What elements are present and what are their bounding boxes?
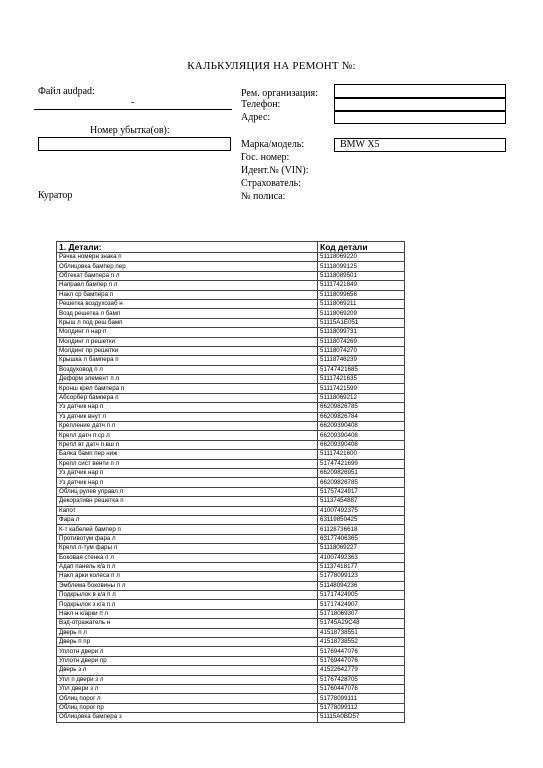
part-code-cell: 51118099656 (318, 290, 405, 299)
part-name-cell: Декоративн решетка п (57, 497, 318, 506)
part-code-cell: 51118069220 (318, 253, 405, 262)
part-name-cell: Дверь з л (57, 666, 318, 675)
table-row (57, 384, 405, 393)
part-code-cell: 66209826784 (318, 412, 405, 421)
part-code-cell: 51757424917 (318, 487, 405, 496)
part-code-cell: 51118074270 (318, 346, 405, 355)
part-code-cell: 66209390408 (318, 422, 405, 431)
table-row (57, 591, 405, 600)
part-name-cell: Кронш крел бампера п (57, 384, 318, 393)
part-code-cell: 63177406365 (318, 534, 405, 543)
table-row (57, 600, 405, 609)
part-code-cell: 51117421599 (318, 384, 405, 393)
part-name-cell: Облиц порог л (57, 694, 318, 703)
part-name-cell: Возд решетка л бамп (57, 309, 318, 318)
part-name-cell: Накл арки колеса п л (57, 572, 318, 581)
part-name-cell: Противотум фара л (57, 534, 318, 543)
table-row (57, 412, 405, 421)
plate-label: Гос. номер: (241, 152, 290, 163)
part-name-cell: Фара л (57, 515, 318, 524)
part-code-cell: 51115A0BD57 (318, 713, 405, 722)
part-name-cell: Молдинг пр решетки (57, 346, 318, 355)
part-code-cell: 66209390408 (318, 440, 405, 449)
table-row (57, 393, 405, 402)
part-name-cell: Уз датчик нар п (57, 468, 318, 477)
part-name-cell: Накл н к/арки п л (57, 609, 318, 618)
part-code-cell: 51118069209 (318, 309, 405, 318)
part-name-cell: Дверь п л (57, 628, 318, 637)
part-name-cell: Крепл п-тум фары л (57, 544, 318, 553)
table-row (57, 694, 405, 703)
file-underline (34, 109, 232, 110)
part-name-cell: Уплотн двери пр (57, 656, 318, 665)
table-row (57, 431, 405, 440)
part-name-cell: Крышка л бампера п (57, 356, 318, 365)
parts-header-name: 1. Детали: (57, 242, 318, 253)
model-value: BMW X5 (340, 139, 380, 150)
insurer-label: Страхователь: (241, 178, 301, 189)
curator-label: Куратор (38, 190, 73, 201)
table-row (57, 365, 405, 374)
part-name-cell: К-т кабелей бампер п (57, 525, 318, 534)
part-code-cell: 51118746239 (318, 356, 405, 365)
part-code-cell: 63119850425 (318, 515, 405, 524)
part-code-cell: 51118069227 (318, 544, 405, 553)
table-row (57, 684, 405, 693)
document-title: КАЛЬКУЛЯЦИЯ НА РЕМОНТ №: (187, 60, 356, 72)
table-row (57, 440, 405, 449)
table-row (57, 647, 405, 656)
part-code-cell: 41518738551 (318, 628, 405, 637)
table-row (57, 628, 405, 637)
table-row (57, 403, 405, 412)
part-code-cell: 51767428705 (318, 675, 405, 684)
part-name-cell: Подкрылок в к/а п л (57, 591, 318, 600)
table-row (57, 572, 405, 581)
table-row (57, 675, 405, 684)
table-row (57, 356, 405, 365)
part-code-cell: 51745A29C48 (318, 619, 405, 628)
part-name-cell: Молдинг л нар п (57, 328, 318, 337)
part-code-cell: 41007492363 (318, 553, 405, 562)
table-row (57, 656, 405, 665)
parts-table (56, 241, 405, 723)
table-row (57, 666, 405, 675)
table-row (57, 299, 405, 308)
part-name-cell: Деформ элемент п л (57, 375, 318, 384)
part-name-cell: Упл п двери з л (57, 675, 318, 684)
table-row (57, 318, 405, 327)
phone-label: Телефон: (241, 99, 281, 110)
part-code-cell: 51747421685 (318, 365, 405, 374)
table-row (57, 271, 405, 280)
part-name-cell: Рачка номерн знака п (57, 253, 318, 262)
part-code-cell: 51118069212 (318, 393, 405, 402)
parts-table-header (57, 242, 405, 253)
part-code-cell: 66209826951 (318, 468, 405, 477)
part-code-cell: 51118099125 (318, 262, 405, 271)
table-row (57, 515, 405, 524)
part-code-cell: 66209826785 (318, 478, 405, 487)
repair-org-label: Рем. организация: (241, 88, 318, 99)
table-row (57, 422, 405, 431)
part-name-cell: Крыш л под реш бамп (57, 318, 318, 327)
table-row (57, 281, 405, 290)
table-row (57, 487, 405, 496)
table-row (57, 337, 405, 346)
table-row (57, 638, 405, 647)
part-code-cell: 66209390408 (318, 431, 405, 440)
claim-label: Номер убытка(ов): (90, 125, 170, 136)
part-code-cell: 51118074269 (318, 337, 405, 346)
table-row (57, 478, 405, 487)
part-code-cell: 51115A1E051 (318, 318, 405, 327)
table-row (57, 375, 405, 384)
part-name-cell: Балка бамп пер ниж (57, 450, 318, 459)
table-row (57, 450, 405, 459)
part-name-cell: Уз датчик внут л (57, 412, 318, 421)
table-row (57, 346, 405, 355)
part-code-cell: 51747421699 (318, 459, 405, 468)
table-row (57, 525, 405, 534)
part-name-cell: Молдинг л решетки (57, 337, 318, 346)
part-name-cell: Облицовка бампера з (57, 713, 318, 722)
part-code-cell: 61128736618 (318, 525, 405, 534)
phone-field[interactable] (334, 98, 506, 111)
part-code-cell: 51718069307 (318, 609, 405, 618)
part-name-cell: Адап панель к/а п л (57, 562, 318, 571)
part-name-cell: Эмблема боковины п л (57, 581, 318, 590)
table-row (57, 609, 405, 618)
part-code-cell: 51118069211 (318, 299, 405, 308)
part-code-cell: 51778099123 (318, 572, 405, 581)
table-row (57, 544, 405, 553)
part-name-cell: Капот (57, 506, 318, 515)
table-row (57, 619, 405, 628)
part-code-cell: 41007492375 (318, 506, 405, 515)
part-name-cell: Воздуховод п л (57, 365, 318, 374)
table-row (57, 506, 405, 515)
part-name-cell: Уплотн двери л (57, 647, 318, 656)
table-row (57, 713, 405, 722)
part-name-cell: Уз датчик нар п (57, 403, 318, 412)
parts-table-body (57, 253, 405, 723)
table-row (57, 459, 405, 468)
part-name-cell: Крепл вт датч п вш л (57, 440, 318, 449)
part-code-cell: 51118089501 (318, 271, 405, 280)
part-code-cell: 51137454887 (318, 497, 405, 506)
part-name-cell: Облиц рулев управл л (57, 487, 318, 496)
table-row (57, 468, 405, 477)
parts-header-code: Код детали (318, 242, 405, 253)
file-value: - (131, 97, 135, 108)
table-row (57, 562, 405, 571)
vin-label: Идент.№ (VIN): (241, 165, 309, 176)
part-code-cell: 51778099111 (318, 694, 405, 703)
policy-label: № полиса: (241, 191, 286, 202)
part-code-cell: 51118099731 (318, 328, 405, 337)
file-label: Файл audpad: (38, 86, 95, 97)
part-name-cell: Вэд-отражатель н (57, 619, 318, 628)
part-name-cell: Обтекат бампера п л (57, 271, 318, 280)
model-label: Марка/модель: (241, 139, 305, 150)
part-code-cell: 51778099112 (318, 703, 405, 712)
table-row (57, 253, 405, 262)
claim-number-field[interactable] (38, 137, 231, 151)
table-row (57, 581, 405, 590)
table-row (57, 534, 405, 543)
address-field[interactable] (334, 111, 506, 124)
part-code-cell: 41518738552 (318, 638, 405, 647)
part-name-cell: Дверь п пр (57, 638, 318, 647)
table-row (57, 290, 405, 299)
part-code-cell: 51769447076 (318, 656, 405, 665)
table-row (57, 262, 405, 271)
table-row (57, 328, 405, 337)
table-row (57, 309, 405, 318)
part-code-cell: 51137418177 (318, 562, 405, 571)
model-field[interactable] (334, 138, 506, 152)
part-code-cell: 51117421600 (318, 450, 405, 459)
repair-org-field[interactable] (334, 84, 506, 98)
table-row (57, 553, 405, 562)
part-name-cell: Крепл сист венти п л (57, 459, 318, 468)
part-name-cell: Крепление датч п л (57, 422, 318, 431)
part-code-cell: 51769447076 (318, 647, 405, 656)
part-code-cell: 51117421635 (318, 375, 405, 384)
part-name-cell: Боковая стенка п л (57, 553, 318, 562)
part-name-cell: Упл двери з л (57, 684, 318, 693)
part-code-cell: 51148094236 (318, 581, 405, 590)
part-code-cell: 41522642779 (318, 666, 405, 675)
part-name-cell: Подкрылок з к/а п л (57, 600, 318, 609)
part-code-cell: 51717424905 (318, 591, 405, 600)
part-code-cell: 51760447076 (318, 684, 405, 693)
part-code-cell: 66209826785 (318, 403, 405, 412)
part-name-cell: Направл бампер п л (57, 281, 318, 290)
part-code-cell: 51717424907 (318, 600, 405, 609)
part-name-cell: Крепл датч п ср л (57, 431, 318, 440)
part-name-cell: Облицовка бампер пер (57, 262, 318, 271)
table-row (57, 703, 405, 712)
part-name-cell: Абсорбер бампера п (57, 393, 318, 402)
part-name-cell: Решетка воздухозаб н (57, 299, 318, 308)
part-name-cell: Облиц порог пр (57, 703, 318, 712)
part-name-cell: Уз датчик нар п (57, 478, 318, 487)
table-row (57, 497, 405, 506)
address-label: Адрес: (241, 112, 271, 123)
part-name-cell: Накл ср бампера п (57, 290, 318, 299)
part-code-cell: 51117421849 (318, 281, 405, 290)
